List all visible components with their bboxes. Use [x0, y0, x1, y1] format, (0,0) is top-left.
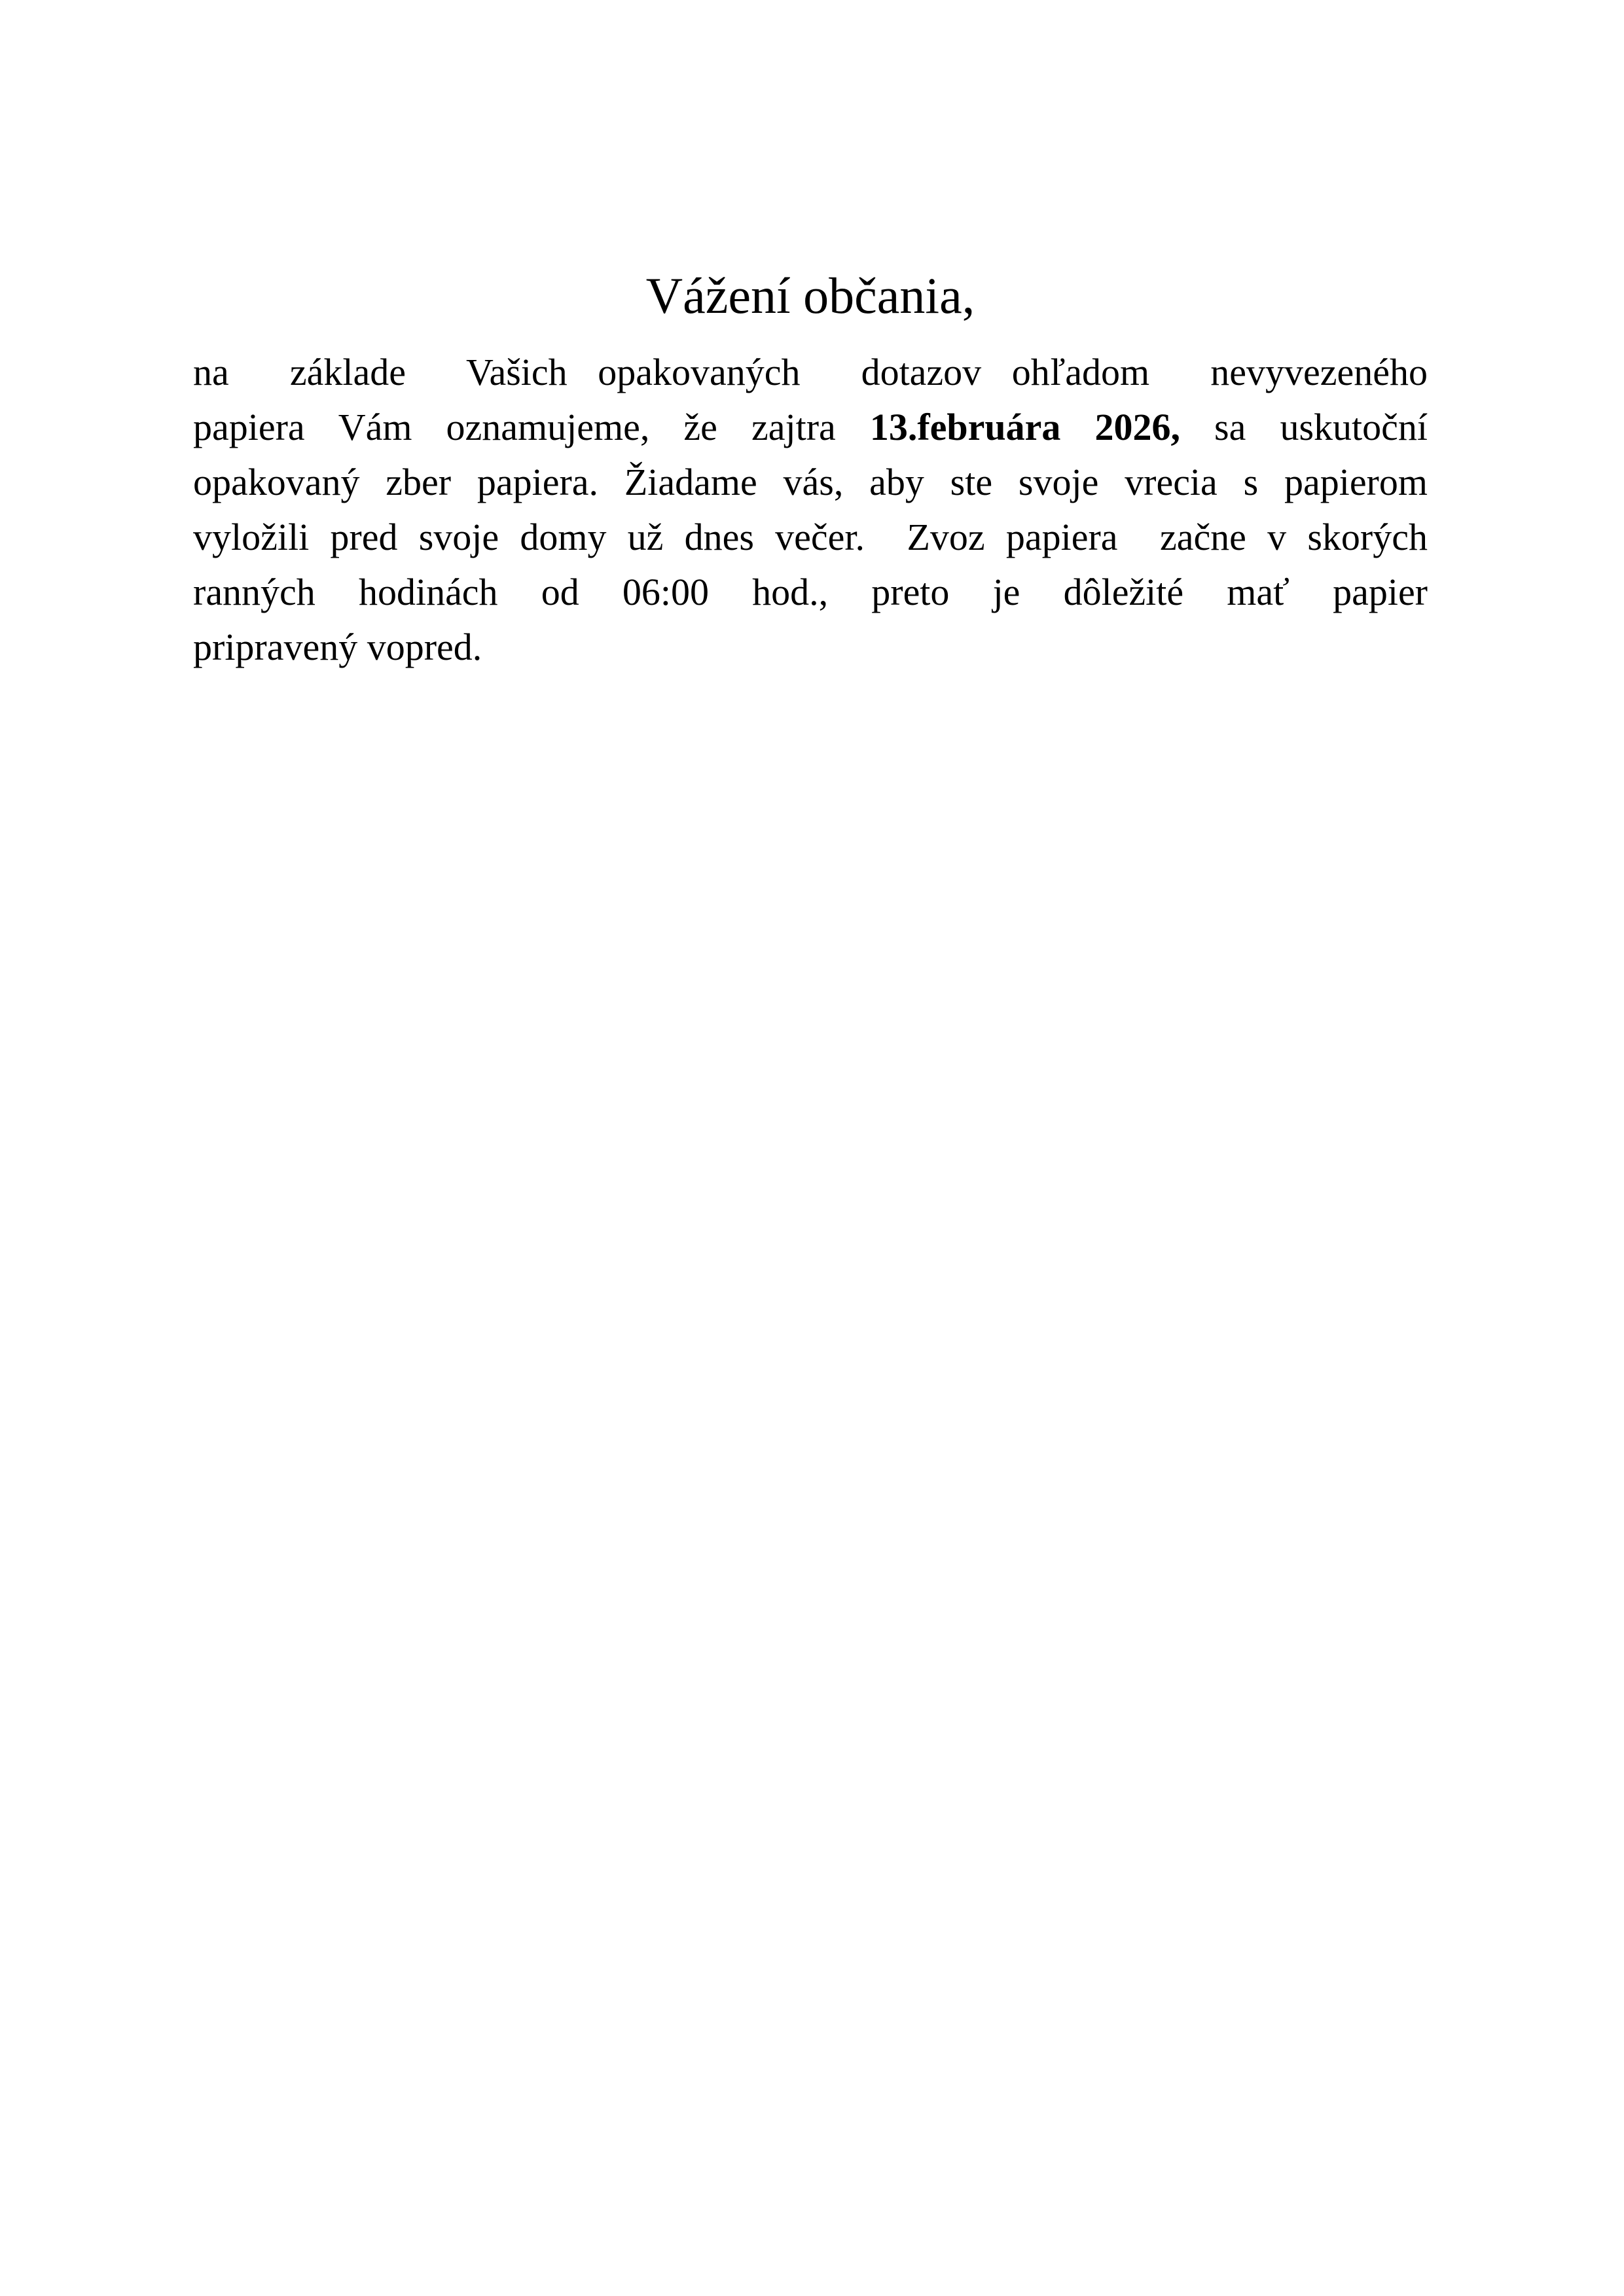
- notice-date-bold: 13.februára 2026,: [869, 406, 1180, 448]
- notice-paragraph: [193, 345, 1428, 675]
- line2-text-after-date: sa uskutoční: [1180, 406, 1428, 448]
- paragraph-line-4: vyložili pred svoje domy už dnes večer. Zvoz papiera začne v skorých: [193, 516, 1428, 558]
- paragraph-line-6: pripravený vopred.: [193, 626, 482, 668]
- notice-title: Vážení občania,: [645, 267, 975, 324]
- paragraph-line-1: na základe Vašich opakovaných dotazov ohľadom nevyvezeného: [193, 351, 1428, 393]
- paragraph-line-5: ranných hodinách od 06:00 hod., preto je dôležité mať papier: [193, 571, 1428, 613]
- line2-text-before-date: papiera Vám oznamujeme, že zajtra: [193, 406, 870, 448]
- page-content: [0, 0, 1624, 675]
- paragraph-line-2: [193, 400, 1428, 455]
- paragraph-line-3: opakovaný zber papiera. Žiadame vás, aby ste svoje vrecia s papierom: [193, 461, 1428, 503]
